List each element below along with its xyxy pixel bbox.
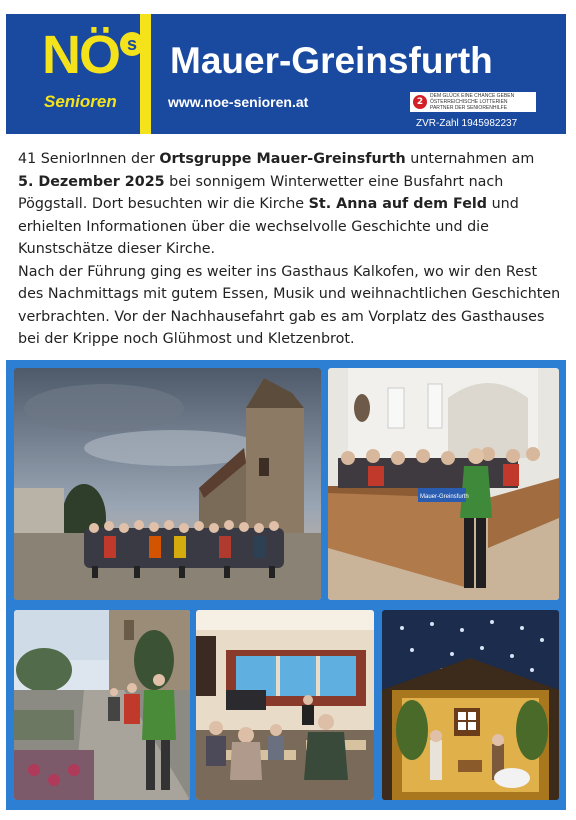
header-banner — [6, 14, 566, 134]
photo-church-interior[interactable] — [328, 368, 559, 600]
lotterien-logo — [410, 92, 536, 112]
paragraph-1: 41 SeniorInnen der Ortsgruppe Mauer-Greinsfurth unternahmen am 5. Dezember 2025 bei sonnigem Winterwetter eine Busfahrt nach Pöggstall. Dort besuchten wir die Kirche St. Anna auf dem Feld und erhielten Informationen über die wechselvolle Geschichte und die Kunstschätze dieser Kirche. — [18, 151, 535, 257]
photo-collage — [6, 360, 566, 810]
photo-group-church[interactable] — [14, 368, 321, 600]
paragraph-2: Nach der Führung ging es weiter ins Gasthaus Kalkofen, wo wir den Rest des Nachmittags mit gutem Essen, Musik und weihnachtlichen Geschichten verbrachten. Vor der Nachhausefahrt gab es am Vorplatz des Gasthauses bei der Krippe noch Glühmost und Kletzenbrot. — [18, 263, 561, 347]
logo-badge: s — [120, 32, 144, 56]
website-link[interactable]: www.noe-senioren.at — [168, 94, 309, 110]
logo-subtitle: Senioren — [44, 92, 117, 111]
article-text — [18, 148, 563, 351]
lotterien-icon: 2 — [413, 95, 427, 109]
lotterien-text: DEM GLÜCK EINE CHANCE GEBEN ÖSTERREICHISCHE LOTTERIEN PARTNER DER SENIORENHILFE — [430, 93, 515, 111]
noe-senioren-logo[interactable] — [34, 14, 144, 134]
photo-cemetery[interactable] — [14, 610, 190, 800]
logo-wordmark: NÖ — [42, 25, 119, 85]
page-title: Mauer-Greinsfurth — [170, 40, 493, 81]
accent-bar — [140, 14, 151, 134]
photo-gasthaus[interactable] — [196, 610, 374, 800]
photo-krippe[interactable] — [382, 610, 559, 800]
group-sign-text: Mauer-Greinsfurth — [420, 494, 469, 500]
zvr-number: ZVR-Zahl 1945982237 — [416, 118, 518, 129]
